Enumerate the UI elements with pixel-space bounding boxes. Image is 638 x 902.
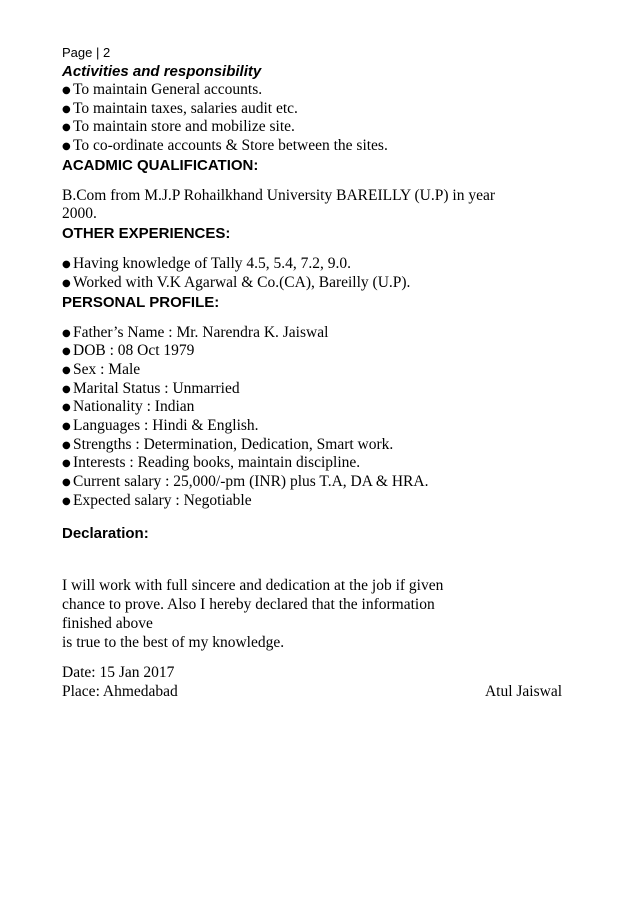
experience-list (62, 255, 572, 292)
bullet-icon: ● (62, 402, 71, 414)
bullet-icon: ● (62, 346, 71, 358)
bullet-icon: ● (62, 122, 71, 134)
bullet-icon: ● (62, 439, 71, 451)
activities-heading: Activities and responsibility (62, 63, 262, 80)
declaration-line: I will work with full sincere and dedication at the job if given (62, 577, 444, 595)
bullet-icon: ● (62, 277, 71, 289)
declaration-line: finished above (62, 614, 153, 632)
list-item: ● To maintain General accounts. (62, 81, 572, 100)
profile-list (62, 324, 572, 511)
list-item: ● Languages : Hindi & English. (62, 417, 572, 436)
list-item: ● Nationality : Indian (62, 398, 572, 417)
list-item: ● Having knowledge of Tally 4.5, 5.4, 7.2, 9.0. (62, 255, 572, 274)
bullet-icon: ● (62, 458, 71, 470)
declaration-line: chance to prove. Also I hereby declared that the information (62, 596, 435, 614)
bullet-icon: ● (62, 383, 71, 395)
spacer (62, 652, 572, 664)
page-number: Page | 2 (62, 45, 111, 60)
list-item: ● To co-ordinate accounts & Store between the sites. (62, 137, 572, 156)
list-item: ● Sex : Male (62, 361, 572, 380)
qualification-line-2: 2000. (62, 205, 97, 223)
spacer (62, 543, 572, 577)
activities-list (62, 81, 572, 156)
declaration-line: is true to the best of my knowledge. (62, 633, 285, 651)
list-item: ● Worked with V.K Agarwal & Co.(CA), Bareilly (U.P). (62, 274, 572, 293)
list-item: ● DOB : 08 Oct 1979 (62, 342, 572, 361)
qualification-line-1: B.Com from M.J.P Rohailkhand University BAREILLY (U.P) in year (62, 186, 495, 204)
bullet-icon: ● (62, 364, 71, 376)
profile-heading: PERSONAL PROFILE: (62, 293, 220, 311)
list-item: ● Current salary : 25,000/-pm (INR) plus T.A, DA & HRA. (62, 473, 572, 492)
resume-page-2 (62, 44, 572, 702)
list-item: ● Interests : Reading books, maintain discipline. (62, 454, 572, 473)
list-item: ● To maintain store and mobilize site. (62, 118, 572, 137)
bullet-icon: ● (62, 477, 71, 489)
spacer (62, 175, 572, 187)
bullet-icon: ● (62, 495, 71, 507)
spacer (62, 243, 572, 255)
bullet-icon: ● (62, 259, 71, 271)
list-item: ● Father’s Name : Mr. Narendra K. Jaiswal (62, 324, 572, 343)
date-line: Date: 15 Jan 2017 (62, 664, 175, 682)
place-line: Place: Ahmedabad (62, 682, 178, 700)
declaration-heading: Declaration: (62, 525, 149, 543)
spacer (62, 510, 572, 524)
experience-heading: OTHER EXPERIENCES: (62, 225, 231, 243)
qualification-heading: ACADMIC QUALIFICATION: (62, 156, 259, 174)
place-signature-row (62, 683, 562, 702)
list-item: ● Marital Status : Unmarried (62, 380, 572, 399)
list-item: ● To maintain taxes, salaries audit etc. (62, 100, 572, 119)
list-item: ● Expected salary : Negotiable (62, 492, 572, 511)
bullet-icon: ● (62, 420, 71, 432)
signature-name: Atul Jaiswal (484, 682, 562, 700)
bullet-icon: ● (62, 103, 71, 115)
spacer (62, 312, 572, 324)
list-item: ● Strengths : Determination, Dedication, Smart work. (62, 436, 572, 455)
bullet-icon: ● (62, 141, 71, 153)
bullet-icon: ● (62, 327, 71, 339)
bullet-icon: ● (62, 85, 71, 96)
